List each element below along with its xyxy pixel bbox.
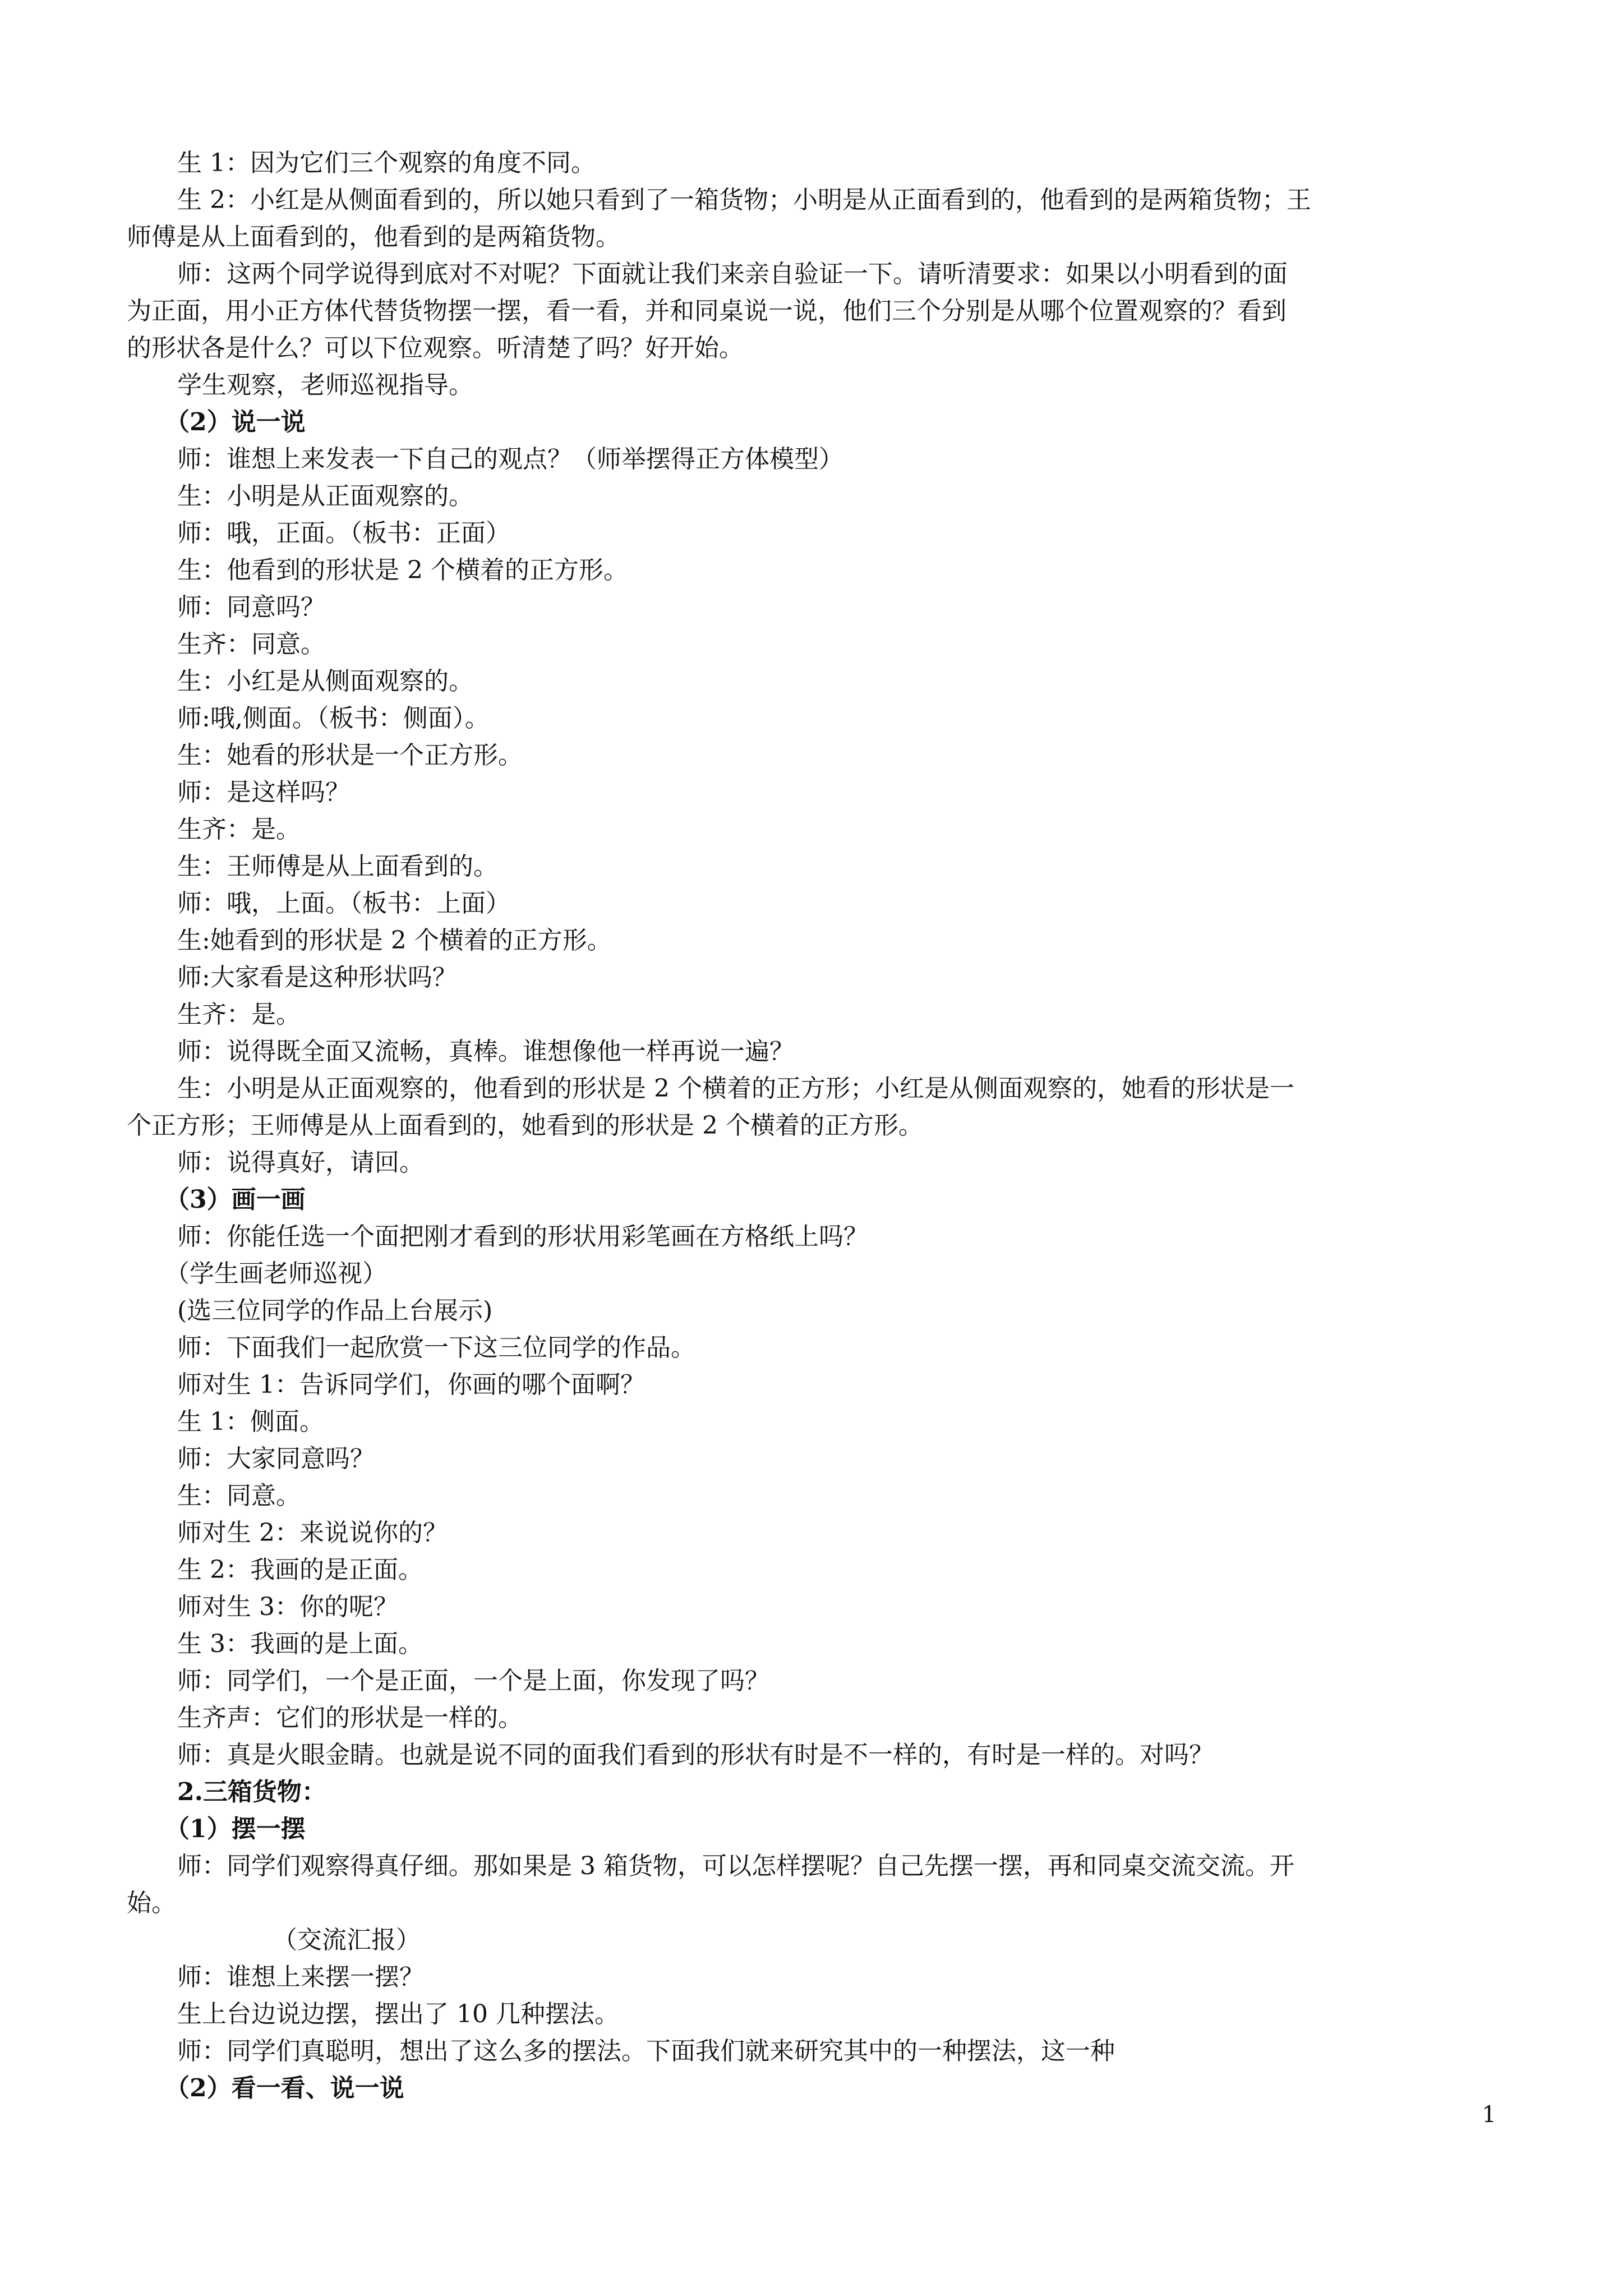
paragraph-line: 师：谁想上来发表一下自己的观点？（师举摆得正方体模型） (177, 445, 843, 473)
paragraph-line: （学生画老师巡视） (165, 1259, 387, 1288)
section-heading: （2）看一看、说一说 (165, 2074, 404, 2102)
paragraph-line: 师：说得真好，请回。 (177, 1148, 424, 1177)
section-heading: （1）摆一摆 (165, 1815, 306, 1843)
paragraph-line: 的形状各是什么？可以下位观察。听清楚了吗？好开始。 (127, 334, 744, 362)
paragraph-line: 师对生 3：你的呢？ (177, 1593, 398, 1621)
paragraph-line: (选三位同学的作品上台展示) (177, 1296, 493, 1325)
paragraph-line: 师：下面我们一起欣赏一下这三位同学的作品。 (177, 1333, 695, 1362)
paragraph-line: 师：谁想上来摆一摆？ (177, 1963, 424, 1991)
paragraph-line: 师：是这样吗？ (177, 778, 350, 807)
paragraph-line: 生：同意。 (177, 1481, 301, 1510)
paragraph-line: 生 3：我画的是上面。 (177, 1630, 423, 1658)
paragraph-line: 生上台边说边摆，摆出了 10 几种摆法。 (177, 2000, 619, 2028)
paragraph-line: 师对生 2：来说说你的？ (177, 1519, 448, 1547)
paragraph-line: 师：说得既全面又流畅，真棒。谁想像他一样再说一遍？ (177, 1037, 794, 1066)
paragraph-line: 生齐声：它们的形状是一样的。 (177, 1704, 523, 1732)
section-heading: （2）说一说 (165, 408, 306, 436)
paragraph-line: 生：她看的形状是一个正方形。 (177, 741, 523, 770)
document-body (127, 145, 1501, 2107)
paragraph-line: 生：小明是从正面观察的。 (177, 482, 473, 510)
paragraph-line: 生齐：同意。 (177, 630, 325, 659)
paragraph-line: 师：你能任选一个面把刚才看到的形状用彩笔画在方格纸上吗？ (177, 1222, 868, 1251)
paragraph-line: 师：同学们，一个是正面，一个是上面，你发现了吗？ (177, 1667, 769, 1695)
paragraph-line: 师：同意吗？ (177, 593, 325, 622)
page-number: 1 (1482, 2102, 1496, 2128)
paragraph-line: 个正方形；王师傅是从上面看到的，她看到的形状是 2 个横着的正方形。 (127, 1111, 923, 1140)
section-heading: （3）画一画 (165, 1185, 306, 1214)
paragraph-line: 学生观察，老师巡视指导。 (177, 371, 473, 399)
paragraph-line: 生：小明是从正面观察的，他看到的形状是 2 个横着的正方形；小红是从侧面观察的，她看的形状是一 (177, 1074, 1294, 1103)
paragraph-line: 师：哦，上面。（板书：上面） (177, 889, 510, 918)
paragraph-line: 生 1：侧面。 (177, 1407, 324, 1436)
paragraph-line: 生:她看到的形状是 2 个横着的正方形。 (177, 926, 612, 955)
paragraph-line: 生齐：是。 (177, 1000, 301, 1029)
paragraph-line: 师：同学们真聪明，想出了这么多的摆法。下面我们就来研究其中的一种摆法，这一种 (177, 2037, 1115, 2065)
paragraph-line: 生 2：小红是从侧面看到的，所以她只看到了一箱货物；小明是从正面看到的，他看到的是两箱货物；王 (177, 186, 1311, 214)
paragraph-line: （交流汇报） (273, 1926, 421, 1954)
paragraph-line: 始。 (127, 1889, 176, 1917)
paragraph-line: 师傅是从上面看到的，他看到的是两箱货物。 (127, 223, 620, 251)
paragraph-line: 师对生 1：告诉同学们，你画的哪个面啊？ (177, 1370, 645, 1399)
paragraph-line: 师:大家看是这种形状吗？ (177, 963, 457, 992)
paragraph-line: 生 1：因为它们三个观察的角度不同。 (177, 149, 596, 177)
paragraph-line: 师：这两个同学说得到底对不对呢？下面就让我们来亲自验证一下。请听清要求：如果以小明看到的面 (177, 260, 1288, 288)
paragraph-line: 生：他看到的形状是 2 个横着的正方形。 (177, 556, 628, 585)
paragraph-line: 师：哦，正面。（板书：正面） (177, 519, 510, 547)
paragraph-line: 生：王师傅是从上面看到的。 (177, 852, 498, 881)
section-heading: 2.三箱货物： (177, 1778, 326, 1806)
paragraph-line: 师：真是火眼金睛。也就是说不同的面我们看到的形状有时是不一样的，有时是一样的。对吗？ (177, 1741, 1214, 1769)
paragraph-line: 师:哦,侧面。（板书：侧面）。 (177, 704, 490, 733)
paragraph-line: 生齐：是。 (177, 815, 301, 844)
paragraph-line: 生 2：我画的是正面。 (177, 1556, 423, 1584)
paragraph-line: 师：大家同意吗？ (177, 1444, 375, 1473)
paragraph-line: 为正面，用小正方体代替货物摆一摆，看一看，并和同桌说一说，他们三个分别是从哪个位置观察的？看到 (127, 297, 1287, 325)
paragraph-line: 师：同学们观察得真仔细。那如果是 3 箱货物，可以怎样摆呢？自己先摆一摆，再和同桌交流交流。开 (177, 1852, 1294, 1880)
paragraph-line: 生：小红是从侧面观察的。 (177, 667, 473, 696)
